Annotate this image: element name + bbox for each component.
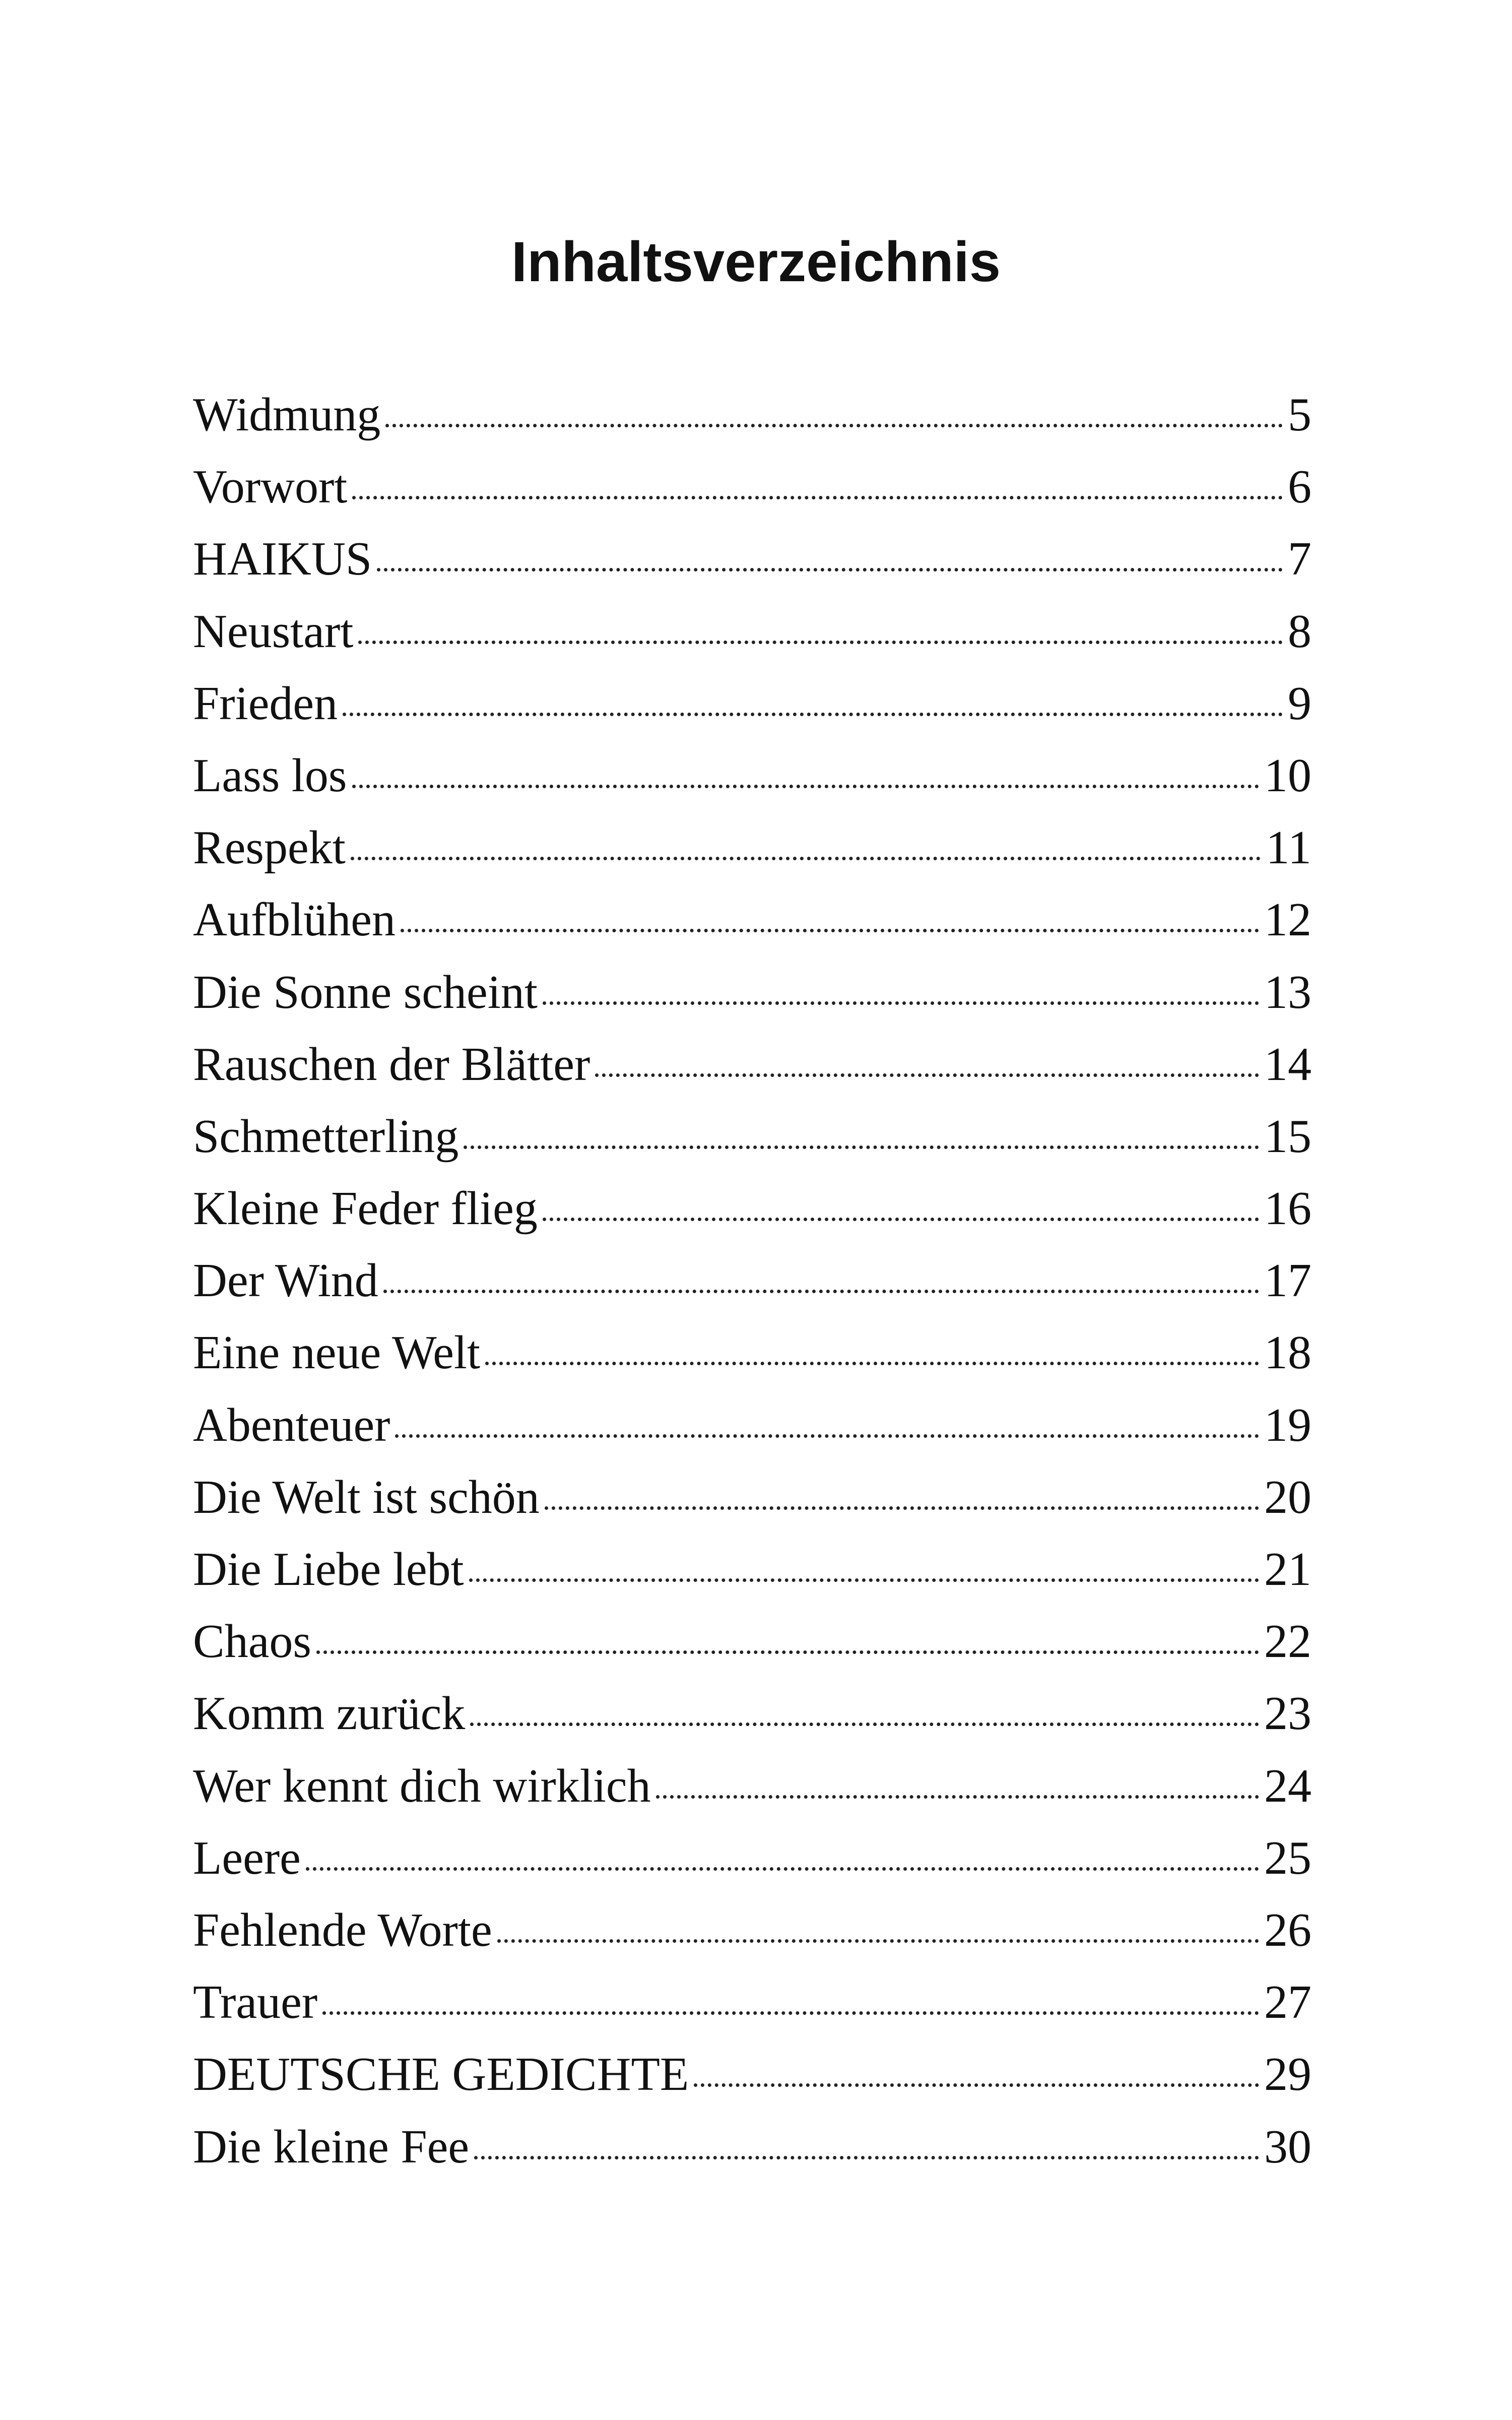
toc-entry[interactable] <box>193 1245 1311 1317</box>
toc-entry-page-number: 17 <box>1264 1254 1311 1307</box>
toc-entry[interactable] <box>193 2039 1311 2111</box>
toc-entry[interactable] <box>193 1822 1311 1894</box>
toc-entry-title: Abenteuer <box>193 1398 390 1451</box>
toc-entry-title: Frieden <box>193 677 338 730</box>
toc-entry-title: Leere <box>193 1831 301 1884</box>
dot-leader <box>385 424 1283 427</box>
toc-entry-page-number: 6 <box>1288 461 1311 514</box>
dot-leader <box>352 496 1283 499</box>
toc-entry-title: Aufblühen <box>193 894 396 946</box>
toc-entry-page-number: 30 <box>1264 2120 1311 2173</box>
toc-entry-page-number: 11 <box>1266 821 1311 874</box>
dot-leader <box>656 1795 1259 1799</box>
toc-entry[interactable] <box>193 884 1311 956</box>
toc-entry[interactable] <box>193 1606 1311 1678</box>
toc-entry-page-number: 23 <box>1264 1687 1311 1740</box>
dot-leader <box>322 2011 1259 2015</box>
page-title: Inhaltsverzeichnis <box>511 230 1001 293</box>
toc-entry-page-number: 10 <box>1264 749 1311 802</box>
toc-entry-page-number: 27 <box>1264 1976 1311 2029</box>
toc-entry[interactable] <box>193 1678 1311 1750</box>
toc-entry-title: Die Liebe lebt <box>193 1543 464 1596</box>
toc-entry-title: Die kleine Fee <box>193 2120 470 2173</box>
toc-entry[interactable] <box>193 957 1311 1029</box>
toc-entry[interactable] <box>193 1534 1311 1606</box>
toc-entry[interactable] <box>193 1966 1311 2039</box>
toc-entry-title: Schmetterling <box>193 1110 459 1163</box>
dot-leader <box>545 1506 1259 1510</box>
toc-entry-page-number: 5 <box>1288 389 1311 441</box>
toc-entry[interactable] <box>193 1894 1311 1966</box>
toc-entry[interactable] <box>193 1750 1311 1822</box>
toc-entry-page-number: 7 <box>1288 533 1311 586</box>
toc-entry-page-number: 12 <box>1264 894 1311 946</box>
toc-entry-page-number: 24 <box>1264 1759 1311 1812</box>
dot-leader <box>358 641 1283 644</box>
toc-entry-page-number: 9 <box>1288 677 1311 730</box>
toc-entry-page-number: 13 <box>1264 966 1311 1018</box>
toc-entry-title: Komm zurück <box>193 1687 466 1740</box>
toc-entry[interactable] <box>193 668 1311 740</box>
toc-entry[interactable] <box>193 379 1311 451</box>
toc-entry[interactable] <box>193 1461 1311 1534</box>
toc-entry-title: Eine neue Welt <box>193 1326 481 1379</box>
dot-leader <box>401 929 1259 932</box>
toc-entry-title: Trauer <box>193 1976 318 2029</box>
toc-entry-title: Chaos <box>193 1615 311 1668</box>
dot-leader <box>694 2083 1259 2087</box>
dot-leader <box>474 2156 1259 2159</box>
toc-entry[interactable] <box>193 596 1311 668</box>
dot-leader <box>306 1867 1259 1871</box>
toc-entry[interactable] <box>193 1173 1311 1245</box>
toc-entry[interactable] <box>193 1389 1311 1461</box>
toc-entry[interactable] <box>193 1029 1311 1101</box>
toc-entry-title: Wer kennt dich wirklich <box>193 1759 651 1812</box>
toc-entry-page-number: 26 <box>1264 1903 1311 1956</box>
toc-entry[interactable] <box>193 523 1311 595</box>
dot-leader <box>497 1939 1259 1943</box>
toc-entry-page-number: 29 <box>1264 2048 1311 2101</box>
toc-entry-page-number: 15 <box>1264 1110 1311 1163</box>
toc-entry[interactable] <box>193 451 1311 523</box>
dot-leader <box>469 1578 1259 1582</box>
dot-leader <box>395 1434 1259 1438</box>
dot-leader <box>343 713 1283 716</box>
toc-entry-title: Die Welt ist schön <box>193 1471 540 1523</box>
toc-entry-page-number: 25 <box>1264 1831 1311 1884</box>
dot-leader <box>316 1650 1259 1654</box>
dot-leader <box>383 1290 1259 1293</box>
toc-entry-page-number: 16 <box>1264 1182 1311 1235</box>
toc-entry-title: Rauschen der Blätter <box>193 1038 590 1091</box>
toc-entry-title: Widmung <box>193 389 381 441</box>
dot-leader <box>377 568 1283 571</box>
toc-entry[interactable] <box>193 812 1311 884</box>
toc-entry-title: Fehlende Worte <box>193 1903 492 1956</box>
toc-entry-page-number: 20 <box>1264 1471 1311 1523</box>
dot-leader <box>543 1001 1259 1005</box>
dot-leader <box>464 1145 1259 1149</box>
toc-entry-title: DEUTSCHE GEDICHTE <box>193 2048 689 2101</box>
toc-entry-page-number: 18 <box>1264 1326 1311 1379</box>
toc-entry[interactable] <box>193 740 1311 812</box>
toc-entry-title: Respekt <box>193 821 346 874</box>
toc-entry-title: Die Sonne scheint <box>193 966 538 1018</box>
table-of-contents <box>193 379 1311 2183</box>
toc-entry-title: Kleine Feder flieg <box>193 1182 538 1235</box>
toc-entry-title: Vorwort <box>193 461 348 514</box>
dot-leader <box>470 1723 1259 1726</box>
toc-entry-page-number: 14 <box>1264 1038 1311 1091</box>
dot-leader <box>595 1073 1259 1077</box>
dot-leader <box>543 1218 1259 1221</box>
toc-entry-page-number: 21 <box>1264 1543 1311 1596</box>
dot-leader <box>352 785 1260 788</box>
toc-entry-page-number: 22 <box>1264 1615 1311 1668</box>
toc-entry-title: Der Wind <box>193 1254 378 1307</box>
toc-entry-page-number: 19 <box>1264 1398 1311 1451</box>
toc-entry-title: HAIKUS <box>193 533 372 586</box>
toc-entry[interactable] <box>193 1101 1311 1173</box>
dot-leader <box>351 857 1261 860</box>
toc-entry[interactable] <box>193 2111 1311 2183</box>
toc-entry-title: Lass los <box>193 749 347 802</box>
dot-leader <box>485 1362 1259 1365</box>
toc-entry-title: Neustart <box>193 605 354 658</box>
toc-entry-page-number: 8 <box>1288 605 1311 658</box>
toc-entry[interactable] <box>193 1317 1311 1389</box>
